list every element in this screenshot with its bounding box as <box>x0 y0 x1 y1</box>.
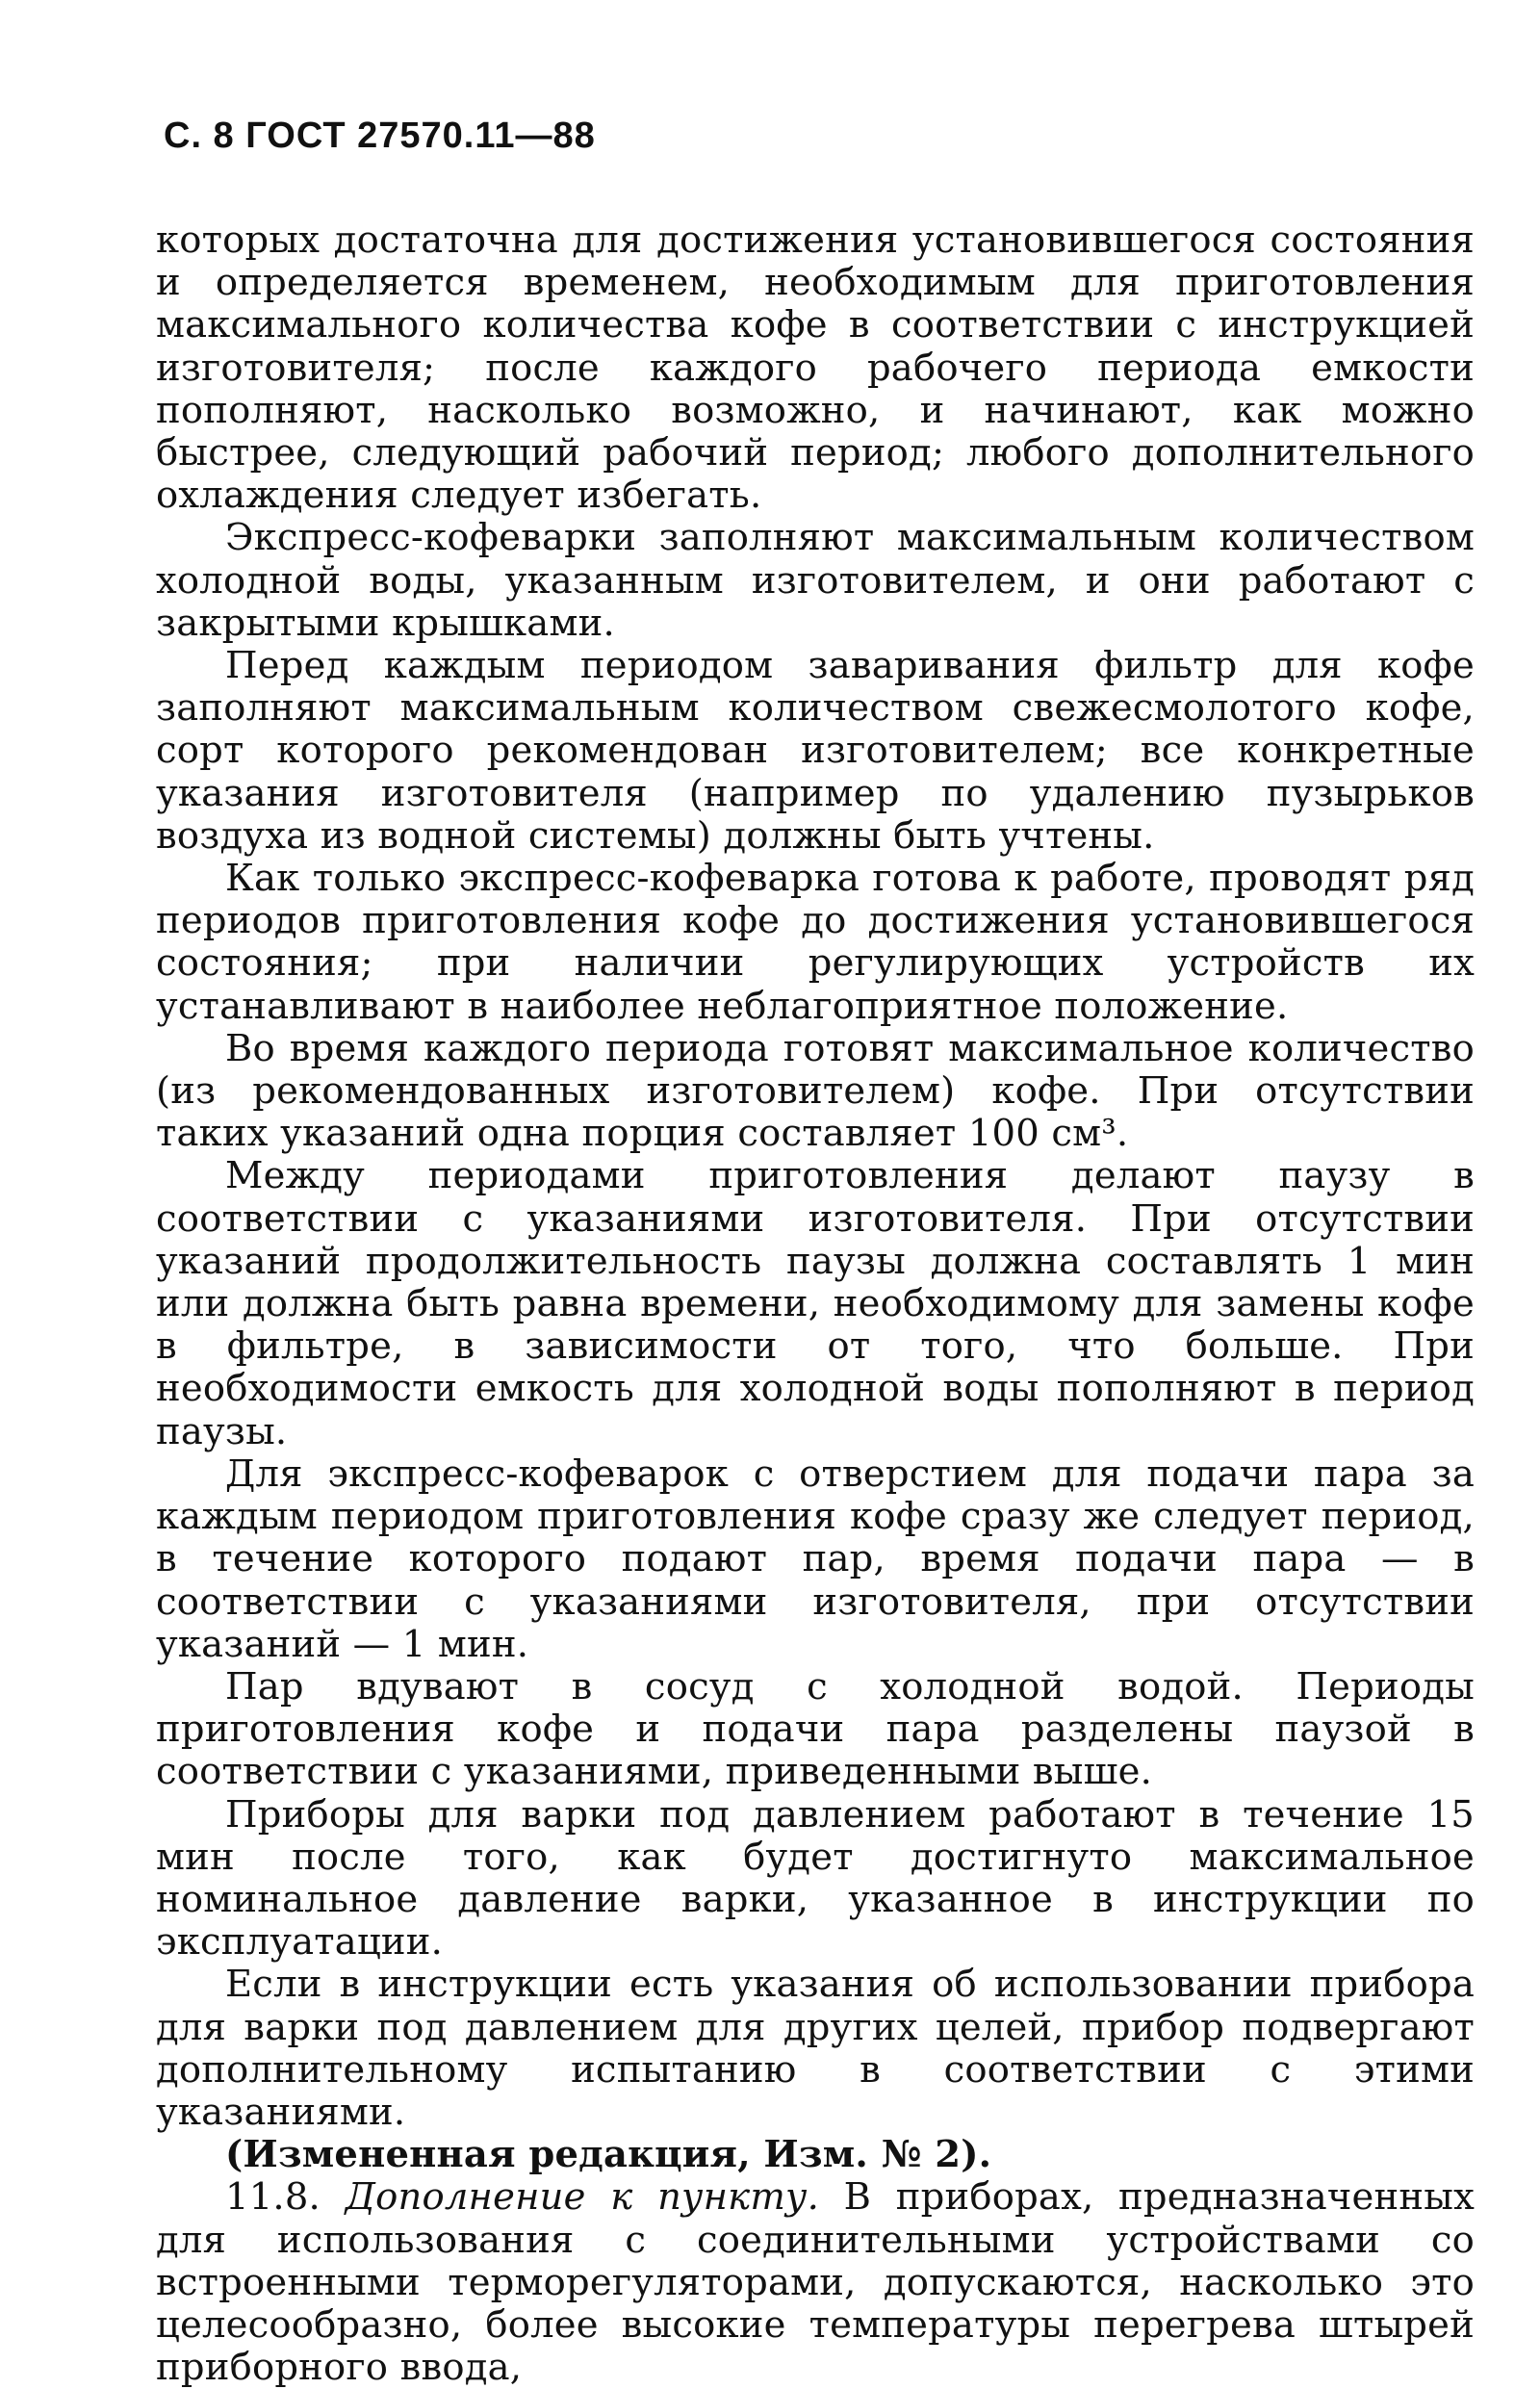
clause-paragraph <box>156 2176 1475 2389</box>
clause-title: Дополнение к пункту. <box>345 2175 820 2220</box>
clause-text: В приборах, предназначенных для использования с соединительными устройствами со встроенными терморегуляторами, допускаются, насколько это целесообразно, более высокие температуры перегрева штырей приборного ввода, <box>156 2175 1475 2389</box>
paragraph: Приборы для варки под давлением работают в течение 15 мин после того, как будет достигнуто максимальное номинальное давление варки, указанное в инструкции по эксплуатации. <box>156 1792 1475 1965</box>
paragraph: Перед каждым периодом заваривания фильтр для кофе заполняют максимальным количеством свежесмолотого кофе, сорт которого рекомендован изготовителем; все конкретные указания изготовителя (например по удалению пузырьков воздуха из водной системы) должны быть учтены. <box>156 644 1475 858</box>
paragraph-continuation: которых достаточна для достижения установившегося состояния и определяется временем, необходимым для приготовления максимального количества кофе в соответствии с инструкцией изготовителя; после каждого рабочего периода емкости пополняют, насколько возможно, и начинают, как можно быстрее, следующий рабочий период; любого дополнительного охлаждения следует избегать. <box>156 218 1475 518</box>
body-text <box>156 219 1475 2389</box>
paragraph: Пар вдувают в сосуд с холодной водой. Периоды приготовления кофе и подачи пара разделены паузой в соответствии с указаниями, приведенными выше. <box>156 1664 1475 1794</box>
amendment-note: (Измененная редакция, Изм. № 2). <box>225 2133 992 2177</box>
clause-number: 11.8. <box>225 2175 321 2220</box>
paragraph: Между периодами приготовления делают паузу в соответствии с указаниями изготовителя. При отсутствии указаний продолжительность паузы должна составлять 1 мин или должна быть равна времени, необходимому для замены кофе в фильтре, в зависимости от того, что больше. При необходимости емкость для холодной воды пополняют в период паузы. <box>156 1154 1475 1453</box>
paragraph: Экспресс-кофеварки заполняют максимальным количеством холодной воды, указанным изготовителем, и они работают с закрытыми крышками. <box>156 516 1475 645</box>
paragraph: Для экспресс-кофеварок с отверстием для подачи пара за каждым периодом приготовления кофе сразу же следует период, в течение которого подают пар, время подачи пара — в соответствии с указаниями изготовителя, при отсутствии указаний — 1 мин. <box>156 1451 1475 1666</box>
paragraph: Если в инструкции есть указания об использовании прибора для варки под давлением для других целей, прибор подвергают дополнительному испытанию в соответствии с этими указаниями. <box>156 1963 1475 2134</box>
page-header: С. 8 ГОСТ 27570.11—88 <box>164 116 596 156</box>
paragraph: Во время каждого периода готовят максимальное количество (из рекомендованных изготовителем) кофе. При отсутствии таких указаний одна порция составляет 100 см³. <box>156 1026 1475 1156</box>
paragraph: Как только экспресс-кофеварка готова к работе, проводят ряд периодов приготовления кофе до достижения установившегося состояния; при наличии регулирующих устройств их устанавливают в наиболее неблагоприятное положение. <box>156 857 1475 1028</box>
